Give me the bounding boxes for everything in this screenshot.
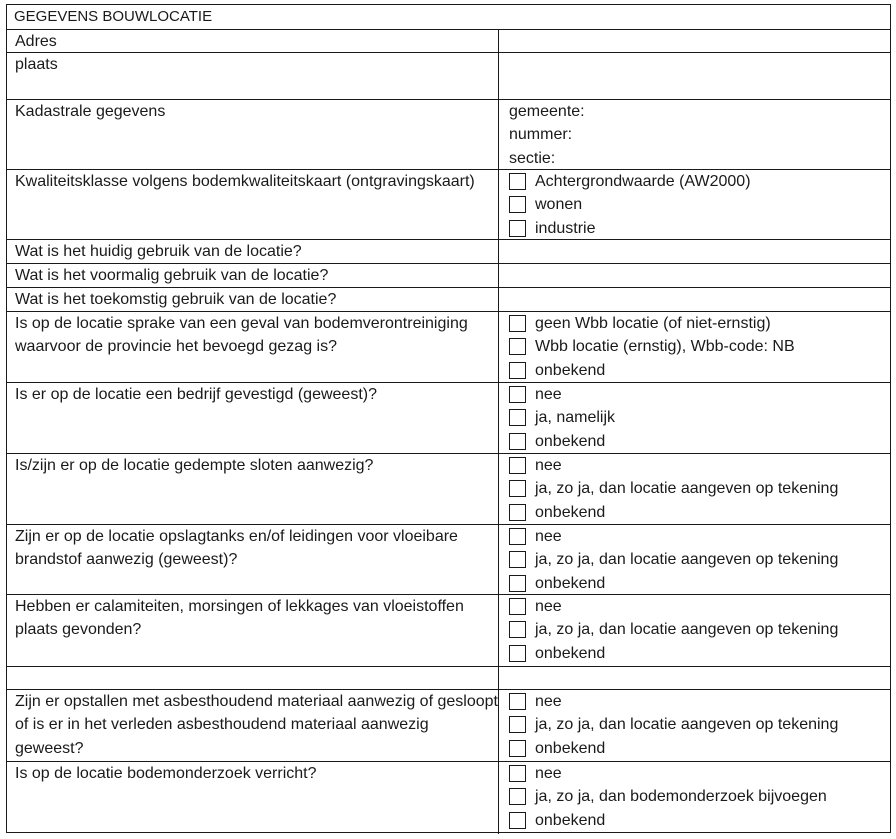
checkbox-option[interactable] bbox=[509, 737, 890, 760]
checkbox-option[interactable] bbox=[509, 312, 890, 335]
checkbox-option[interactable] bbox=[509, 548, 890, 571]
answer-cell bbox=[499, 312, 890, 382]
checkbox-label: nee bbox=[535, 528, 562, 545]
checkbox-label: ja, namelijk bbox=[535, 409, 616, 427]
field-label: sectie: bbox=[509, 149, 556, 167]
checkbox[interactable] bbox=[509, 551, 526, 568]
answer-cell bbox=[499, 383, 890, 453]
checkbox[interactable] bbox=[509, 338, 526, 355]
checkbox-label: onbekend bbox=[535, 432, 606, 450]
question-cell: Wat is het toekomstig gebruik van de locatie? bbox=[7, 288, 499, 311]
checkbox[interactable] bbox=[509, 433, 526, 450]
answer-cell[interactable] bbox=[499, 240, 890, 263]
question-cell: Is op de locatie bodemonderzoek verricht? bbox=[7, 762, 499, 834]
question-cell bbox=[7, 667, 499, 689]
question-cell: Is er op de locatie een bedrijf gevestigd (geweest)? bbox=[7, 383, 499, 453]
form-row bbox=[7, 170, 890, 240]
checkbox[interactable] bbox=[509, 716, 526, 733]
checkbox-label: ja, zo ja, dan locatie aangeven op tekening bbox=[535, 716, 839, 734]
checkbox-label: onbekend bbox=[535, 574, 606, 592]
form-row bbox=[7, 690, 890, 762]
question-cell: Wat is het voormalig gebruik van de locatie? bbox=[7, 264, 499, 287]
answer-cell[interactable] bbox=[499, 288, 890, 311]
checkbox[interactable] bbox=[509, 220, 526, 237]
checkbox[interactable] bbox=[509, 480, 526, 497]
checkbox-option[interactable] bbox=[509, 618, 890, 641]
checkbox[interactable] bbox=[509, 645, 526, 662]
form-row bbox=[7, 53, 890, 100]
answer-cell[interactable] bbox=[499, 264, 890, 287]
checkbox[interactable] bbox=[509, 621, 526, 638]
form-title: GEGEVENS BOUWLOCATIE bbox=[7, 5, 890, 30]
form-row bbox=[7, 383, 890, 454]
checkbox-option[interactable] bbox=[509, 525, 890, 548]
checkbox-option[interactable] bbox=[509, 430, 890, 453]
checkbox-label: onbekend bbox=[535, 503, 606, 521]
checkbox-label: ja, zo ja, dan locatie aangeven op tekening bbox=[535, 621, 839, 639]
checkbox-option[interactable] bbox=[509, 454, 890, 477]
field-label: gemeente: bbox=[509, 103, 585, 120]
checkbox-option[interactable] bbox=[509, 193, 890, 216]
form-row bbox=[7, 288, 890, 312]
checkbox-option[interactable] bbox=[509, 335, 890, 358]
form-row bbox=[7, 667, 890, 690]
question-cell: Kwaliteitsklasse volgens bodemkwaliteitskaart (ontgravingskaart) bbox=[7, 170, 499, 239]
checkbox-label: ja, zo ja, dan locatie aangeven op tekening bbox=[535, 551, 839, 569]
question-cell: plaats bbox=[7, 53, 499, 99]
checkbox[interactable] bbox=[509, 598, 526, 615]
checkbox-option[interactable] bbox=[509, 572, 890, 595]
form-row bbox=[7, 525, 890, 595]
answer-cell bbox=[499, 170, 890, 239]
checkbox-option[interactable] bbox=[509, 406, 890, 429]
form-row bbox=[7, 100, 890, 170]
checkbox[interactable] bbox=[509, 693, 526, 710]
question-cell: Is op de locatie sprake van een geval van bodemverontreiniging waarvoor de provincie het bevoegd gezag is? bbox=[7, 312, 499, 382]
answer-cell bbox=[499, 595, 890, 666]
answer-cell bbox=[499, 690, 890, 761]
checkbox-label: Wbb locatie (ernstig), Wbb-code: NB bbox=[535, 338, 795, 356]
form-row bbox=[7, 240, 890, 264]
question-cell: Wat is het huidig gebruik van de locatie? bbox=[7, 240, 499, 263]
checkbox-option[interactable] bbox=[509, 217, 890, 240]
checkbox-option[interactable] bbox=[509, 642, 890, 665]
checkbox-option[interactable] bbox=[509, 359, 890, 382]
form-row bbox=[7, 454, 890, 525]
answer-cell bbox=[499, 762, 890, 834]
checkbox-label: ja, zo ja, dan locatie aangeven op tekening bbox=[535, 480, 839, 498]
checkbox[interactable] bbox=[509, 575, 526, 592]
checkbox-label: Achtergrondwaarde (AW2000) bbox=[535, 173, 751, 190]
checkbox-option[interactable] bbox=[509, 501, 890, 524]
checkbox[interactable] bbox=[509, 409, 526, 426]
checkbox-option[interactable] bbox=[509, 595, 890, 618]
question-cell: Kadastrale gegevens bbox=[7, 100, 499, 169]
checkbox[interactable] bbox=[509, 740, 526, 757]
checkbox-label: geen Wbb locatie (of niet-ernstig) bbox=[535, 315, 771, 332]
checkbox[interactable] bbox=[509, 173, 526, 190]
question-cell: Zijn er opstallen met asbesthoudend materiaal aanwezig of gesloopt of is er in het verleden asbesthoudend materiaal aanwezig geweest? bbox=[7, 690, 499, 761]
checkbox[interactable] bbox=[509, 788, 526, 805]
checkbox-label: industrie bbox=[535, 219, 596, 237]
answer-cell[interactable] bbox=[499, 30, 890, 52]
checkbox-option[interactable] bbox=[509, 690, 890, 713]
checkbox-label: nee bbox=[535, 693, 562, 710]
checkbox-label: onbekend bbox=[535, 644, 606, 662]
checkbox-label: wonen bbox=[535, 196, 583, 214]
form-row bbox=[7, 30, 890, 53]
checkbox-label: nee bbox=[535, 457, 562, 474]
checkbox-label: nee bbox=[535, 386, 562, 403]
checkbox-label: onbekend bbox=[535, 361, 606, 379]
checkbox-label: nee bbox=[535, 765, 562, 782]
question-cell: Zijn er op de locatie opslagtanks en/of leidingen voor vloeibare brandstof aanwezig (geweest)? bbox=[7, 525, 499, 594]
checkbox-label: ja, zo ja, dan bodemonderzoek bijvoegen bbox=[535, 788, 827, 806]
checkbox-option[interactable] bbox=[509, 383, 890, 406]
checkbox-option[interactable] bbox=[509, 809, 890, 832]
answer-cell bbox=[499, 100, 890, 169]
question-cell: Adres bbox=[7, 30, 499, 52]
checkbox[interactable] bbox=[509, 504, 526, 521]
checkbox-label: nee bbox=[535, 598, 562, 615]
field-label: nummer: bbox=[509, 126, 573, 144]
checkbox[interactable] bbox=[509, 528, 526, 545]
checkbox-option[interactable] bbox=[509, 785, 890, 808]
question-cell: Is/zijn er op de locatie gedempte sloten aanwezig? bbox=[7, 454, 499, 524]
answer-cell bbox=[499, 525, 890, 594]
checkbox[interactable] bbox=[509, 812, 526, 829]
checkbox[interactable] bbox=[509, 765, 526, 782]
checkbox[interactable] bbox=[509, 315, 526, 332]
bouwlocatie-form bbox=[6, 4, 891, 833]
checkbox-option[interactable] bbox=[509, 713, 890, 736]
answer-cell bbox=[499, 454, 890, 524]
checkbox[interactable] bbox=[509, 457, 526, 474]
form-row bbox=[7, 312, 890, 383]
answer-cell[interactable] bbox=[499, 667, 890, 689]
form-row bbox=[7, 762, 890, 834]
checkbox[interactable] bbox=[509, 362, 526, 379]
checkbox-option[interactable] bbox=[509, 477, 890, 500]
checkbox-option[interactable] bbox=[509, 762, 890, 785]
checkbox[interactable] bbox=[509, 386, 526, 403]
form-row bbox=[7, 264, 890, 288]
question-cell: Hebben er calamiteiten, morsingen of lekkages van vloeistoffen plaats gevonden? bbox=[7, 595, 499, 666]
checkbox-option[interactable] bbox=[509, 170, 890, 193]
form-row bbox=[7, 595, 890, 667]
checkbox[interactable] bbox=[509, 196, 526, 213]
checkbox-label: onbekend bbox=[535, 739, 606, 757]
answer-cell[interactable] bbox=[499, 53, 890, 99]
checkbox-label: onbekend bbox=[535, 811, 606, 829]
